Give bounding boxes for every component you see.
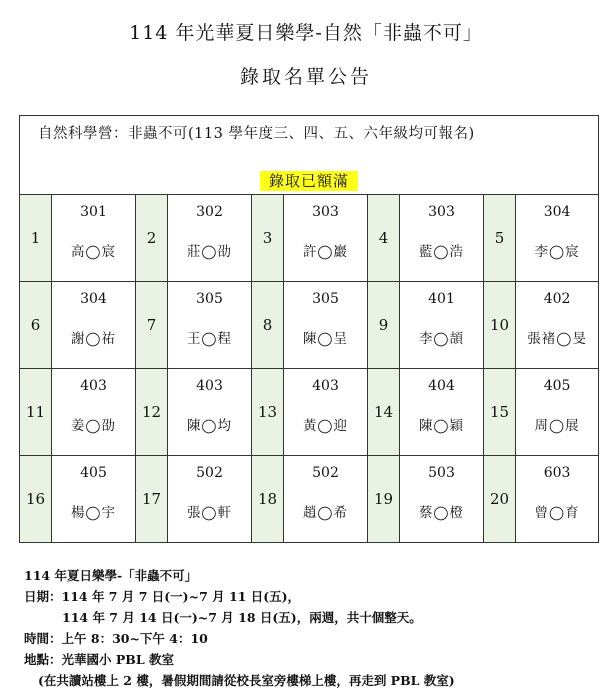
student-class: 305 bbox=[196, 291, 223, 307]
student-name: 許◯巖 bbox=[302, 244, 349, 260]
student-name: 張◯軒 bbox=[186, 505, 233, 521]
event-info bbox=[24, 565, 455, 691]
info-date-line bbox=[24, 586, 455, 607]
student-cell bbox=[516, 369, 599, 456]
student-cell bbox=[284, 195, 368, 282]
student-name: 李◯頡 bbox=[418, 331, 465, 347]
student-number: 14 bbox=[368, 369, 400, 456]
student-number: 17 bbox=[136, 456, 168, 543]
student-cell bbox=[168, 282, 252, 369]
student-class: 303 bbox=[428, 204, 455, 220]
student-cell bbox=[52, 195, 136, 282]
student-class: 503 bbox=[428, 465, 455, 481]
student-name: 藍◯浩 bbox=[418, 244, 465, 260]
student-class: 403 bbox=[196, 378, 223, 394]
student-cell bbox=[168, 456, 252, 543]
student-class: 502 bbox=[312, 465, 339, 481]
student-number: 16 bbox=[20, 456, 52, 543]
date-label: 日期： bbox=[24, 589, 62, 604]
student-class: 405 bbox=[80, 465, 107, 481]
full-notice-badge: 錄取已額滿 bbox=[260, 171, 358, 191]
student-name: 蔡◯橙 bbox=[418, 505, 465, 521]
student-cell bbox=[516, 195, 599, 282]
student-class: 305 bbox=[312, 291, 339, 307]
student-name: 趙◯希 bbox=[302, 505, 349, 521]
time-label: 時間： bbox=[24, 631, 62, 646]
student-number: 15 bbox=[484, 369, 516, 456]
student-number: 19 bbox=[368, 456, 400, 543]
student-number: 3 bbox=[252, 195, 284, 282]
student-number: 2 bbox=[136, 195, 168, 282]
student-number: 7 bbox=[136, 282, 168, 369]
time-value: 上午 8：30~下午 4：10 bbox=[61, 631, 208, 646]
student-number: 11 bbox=[20, 369, 52, 456]
student-name: 王◯程 bbox=[186, 331, 233, 347]
place-value: 光華國小 PBL 教室 bbox=[61, 652, 174, 667]
student-class: 401 bbox=[428, 291, 455, 307]
info-place-note: (在共讀站樓上 2 樓，暑假期間請從校長室旁樓梯上樓，再走到 PBL 教室) bbox=[38, 673, 455, 688]
student-name: 曾◯育 bbox=[534, 505, 580, 521]
student-class: 302 bbox=[196, 204, 223, 220]
student-number: 4 bbox=[368, 195, 400, 282]
student-number: 10 bbox=[484, 282, 516, 369]
table-row bbox=[20, 369, 599, 456]
student-class: 405 bbox=[543, 378, 571, 394]
student-class: 301 bbox=[80, 204, 107, 220]
student-number: 20 bbox=[484, 456, 516, 543]
student-class: 603 bbox=[543, 465, 571, 481]
student-number: 6 bbox=[20, 282, 52, 369]
table-row bbox=[20, 282, 599, 369]
student-name: 陳◯均 bbox=[186, 418, 233, 434]
info-place-line bbox=[24, 649, 455, 670]
admission-table bbox=[19, 115, 599, 543]
place-label: 地點： bbox=[24, 652, 62, 667]
student-class: 403 bbox=[312, 378, 339, 394]
student-class: 402 bbox=[543, 291, 571, 307]
student-cell bbox=[400, 369, 484, 456]
student-name: 陳◯穎 bbox=[418, 418, 465, 434]
student-cell bbox=[52, 456, 136, 543]
table-row bbox=[20, 195, 599, 282]
student-name: 莊◯劭 bbox=[186, 244, 233, 260]
student-number: 18 bbox=[252, 456, 284, 543]
student-class: 304 bbox=[543, 204, 571, 220]
student-name: 姜◯劭 bbox=[70, 418, 117, 434]
student-name: 高◯宸 bbox=[70, 244, 117, 260]
student-number: 13 bbox=[252, 369, 284, 456]
student-number: 12 bbox=[136, 369, 168, 456]
student-cell bbox=[400, 456, 484, 543]
student-cell bbox=[516, 456, 599, 543]
student-class: 303 bbox=[312, 204, 339, 220]
student-class: 404 bbox=[428, 378, 455, 394]
student-name: 李◯宸 bbox=[534, 244, 580, 260]
date-value-2: 114 年 7 月 14 日(一)~7 月 18 日(五)，兩週，共十個整天。 bbox=[62, 610, 422, 625]
student-cell bbox=[168, 369, 252, 456]
student-cell bbox=[284, 369, 368, 456]
student-cell bbox=[284, 456, 368, 543]
student-number: 9 bbox=[368, 282, 400, 369]
student-name: 陳◯呈 bbox=[302, 331, 349, 347]
info-heading: 114 年夏日樂學-「非蟲不可」 bbox=[24, 568, 198, 583]
table-header-cell bbox=[20, 116, 599, 195]
student-cell bbox=[168, 195, 252, 282]
student-name: 謝◯祐 bbox=[70, 331, 117, 347]
student-cell bbox=[400, 282, 484, 369]
student-cell bbox=[516, 282, 599, 369]
student-cell bbox=[400, 195, 484, 282]
date-value-1: 114 年 7 月 7 日(一)~7 月 11 日(五)， bbox=[61, 589, 301, 604]
student-number: 5 bbox=[484, 195, 516, 282]
student-cell bbox=[52, 369, 136, 456]
student-class: 304 bbox=[80, 291, 107, 307]
info-time-line bbox=[24, 628, 455, 649]
student-cell bbox=[52, 282, 136, 369]
student-number: 1 bbox=[20, 195, 52, 282]
info-date-line-2 bbox=[24, 607, 455, 628]
page-subtitle: 錄取名單公告 bbox=[239, 66, 372, 88]
student-name: 黃◯迎 bbox=[302, 418, 349, 434]
student-name: 張褚◯旻 bbox=[527, 331, 587, 347]
page-title: 114 年光華夏日樂學-自然「非蟲不可」 bbox=[129, 22, 483, 44]
table-row bbox=[20, 456, 599, 543]
student-number: 8 bbox=[252, 282, 284, 369]
student-name: 楊◯宇 bbox=[70, 505, 117, 521]
student-cell bbox=[284, 282, 368, 369]
camp-label: 自然科學營：非蟲不可(113 學年度三、四、五、六年級均可報名) bbox=[38, 126, 475, 142]
student-class: 502 bbox=[196, 465, 223, 481]
student-name: 周◯展 bbox=[534, 418, 580, 434]
student-class: 403 bbox=[80, 378, 107, 394]
